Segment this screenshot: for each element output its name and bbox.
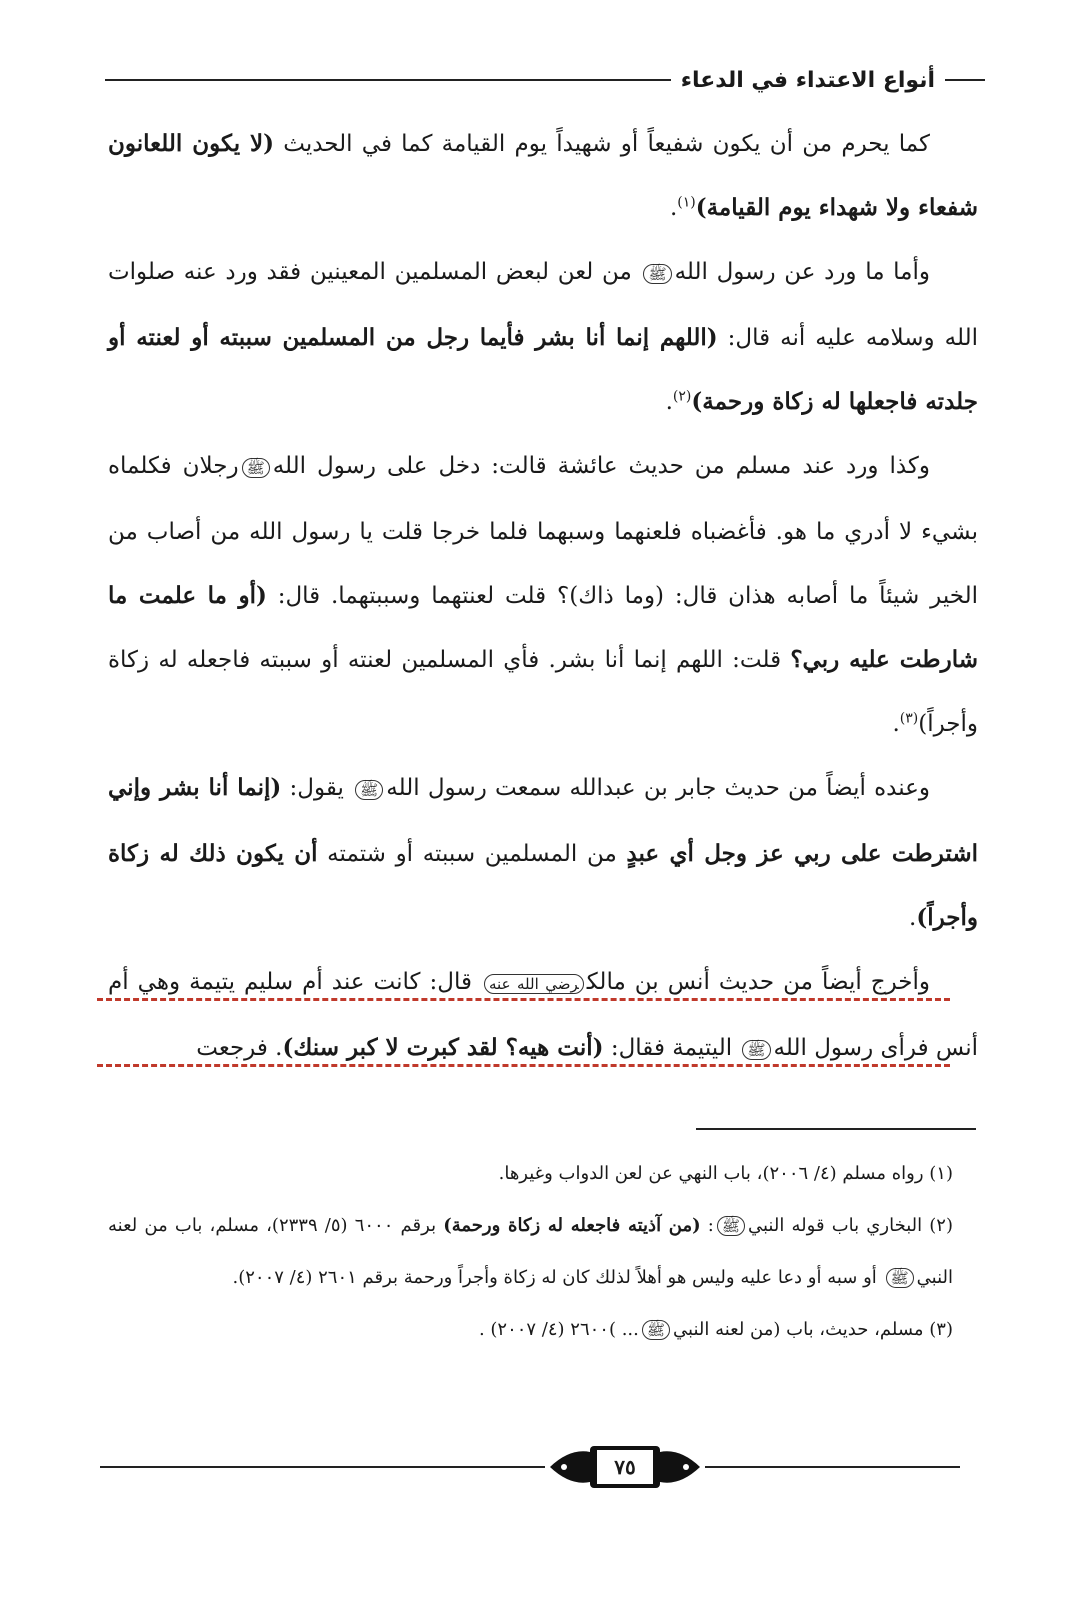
main-text: [108, 112, 978, 1082]
text-run: كما يحرم من أن يكون شفيعاً أو شهيداً يوم القيامة كما في الحديث: [274, 131, 930, 157]
text-run: ؟ قلت لعنتهما وسببتهما. قال:: [266, 583, 570, 609]
header-rule: [105, 79, 671, 81]
chapter-title: أنواع الاعتداء في الدعاء: [680, 67, 935, 93]
running-header: [105, 62, 985, 98]
text-run: .: [892, 711, 900, 737]
text-run: قال: كانت عند أم سليم يتيمة وهي أم أنس فرأى رسول الله: [108, 969, 978, 1061]
ornament-right-wing: [660, 1451, 700, 1482]
page-number: ٧٥: [614, 1455, 636, 1479]
text-run: أو سبه أو دعا عليه وليس هو أهلاً لذلك كان له زكاة وأجراً ورحمة برقم ٢٦٠١ (٤/ ٢٠٠٧).: [232, 1267, 883, 1288]
text-run: اليتيمة فقال:: [603, 1035, 740, 1061]
paragraph-4: [108, 756, 978, 950]
hadith-quote: (من آذيته فاجعله له زكاة ورحمة): [443, 1215, 701, 1236]
paragraph-5: [108, 950, 978, 1082]
footnote-1: (١) رواه مسلم (٤/ ٢٠٠٦)، باب النهي عن لعن الدواب وغيرها.: [498, 1163, 953, 1184]
salutation-glyph: ﷺ: [643, 264, 671, 284]
hadith-quote: (أو ما علمت ما شارطت عليه ربي؟: [108, 582, 978, 673]
text-run: وأخرج أيضاً من حديث أنس بن مالك: [586, 969, 930, 995]
ornament-dot-right: [683, 1464, 689, 1470]
ornament-dot-left: [561, 1464, 567, 1470]
text-run: .: [665, 389, 673, 415]
footnotes: [108, 1148, 953, 1356]
highlight-line-bottom: [97, 1064, 950, 1067]
page-footer: [100, 1440, 960, 1500]
text-run: ... )٢٦٠٠ (٤/ ٢٠٠٧) .: [478, 1319, 639, 1340]
paragraph-2: [108, 240, 978, 434]
text-run: (٣) مسلم، حديث، باب (من لعنه النبي: [673, 1319, 953, 1340]
text-run: وأما ما ورد عن رسول الله: [674, 259, 930, 285]
text-run: .: [669, 195, 678, 221]
ornament-left-wing: [550, 1451, 590, 1482]
text-run: . فرجعت: [196, 1035, 283, 1061]
text-run: برقم ٦٠٠٠ (٥/ ٢٣٣٩)، مسلم، باب من لعنه النبي: [108, 1215, 953, 1288]
salutation-glyph: ﷺ: [242, 458, 270, 478]
salutation-glyph: رضي الله عنه: [484, 974, 584, 994]
hadith-quote: (إنما أنا بشر وإني اشترطت على ربي عز وجل أي عبدٍ: [108, 774, 979, 867]
text-run: .: [909, 905, 917, 931]
highlight-line-top: [97, 998, 950, 1001]
footer-rule-left: [100, 1466, 545, 1468]
footnote-marker: (١): [677, 194, 696, 211]
hadith-quote: (اللهم إنما أنا بشر فأيما رجل من المسلمين سببته أو لعنته أو جلدته فاجعلها له زكاة ورحمة): [108, 324, 978, 415]
paragraph-3: [108, 434, 978, 756]
salutation-glyph: ﷺ: [355, 780, 383, 800]
text-run: وعنده أيضاً من حديث جابر بن عبدالله سمعت رسول الله: [386, 775, 930, 801]
hadith-quote: أن يكون ذلك له زكاة وأجراً): [108, 840, 978, 931]
paragraph-1: [108, 112, 978, 240]
text-run: يقول:: [281, 775, 353, 801]
text-run: وكذا ورد عند مسلم من حديث عائشة قالت: دخل على رسول الله: [272, 453, 930, 479]
footnote-marker: (٣): [899, 710, 919, 727]
salutation-glyph: ﷺ: [642, 1320, 670, 1340]
text-run: قلت: اللهم إنما أنا بشر. فأي المسلمين لعنته أو سببته فاجعله له زكاة وأجراً): [108, 647, 978, 737]
text-run: من المسلمين سببته أو شتمته: [317, 841, 627, 867]
footer-rule-right: [705, 1466, 960, 1468]
salutation-glyph: ﷺ: [717, 1216, 745, 1236]
text-run: :: [700, 1215, 714, 1236]
text-run: (٢) البخاري باب قوله النبي: [748, 1215, 953, 1236]
hadith-quote: (وما ذاك): [569, 583, 665, 609]
header-dash: [945, 79, 985, 81]
text-run: من لعن لبعض المسلمين المعينين فقد ورد عنه صلوات الله وسلامه عليه أنه قال:: [108, 259, 978, 351]
hadith-quote: (لا يكون اللعانون شفعاء ولا شهداء يوم القيامة): [108, 130, 978, 221]
footnote-3: [108, 1304, 953, 1356]
salutation-glyph: ﷺ: [886, 1268, 914, 1288]
footnote-2: [108, 1200, 953, 1304]
text-run: رجلان فكلماه بشيء لا أدري ما هو. فأغضباه فلعنهما وسبهما فلما خرجا قلت يا رسول الله من أصاب من الخير شيئاً ما أصابه هذان قال:: [108, 453, 979, 609]
hadith-quote: (أنت هيه؟ لقد كبرت لا كبر سنك): [282, 1034, 604, 1061]
footnote-marker: (٢): [672, 388, 692, 405]
salutation-glyph: ﷺ: [742, 1040, 770, 1060]
footnote-rule: [696, 1128, 976, 1130]
